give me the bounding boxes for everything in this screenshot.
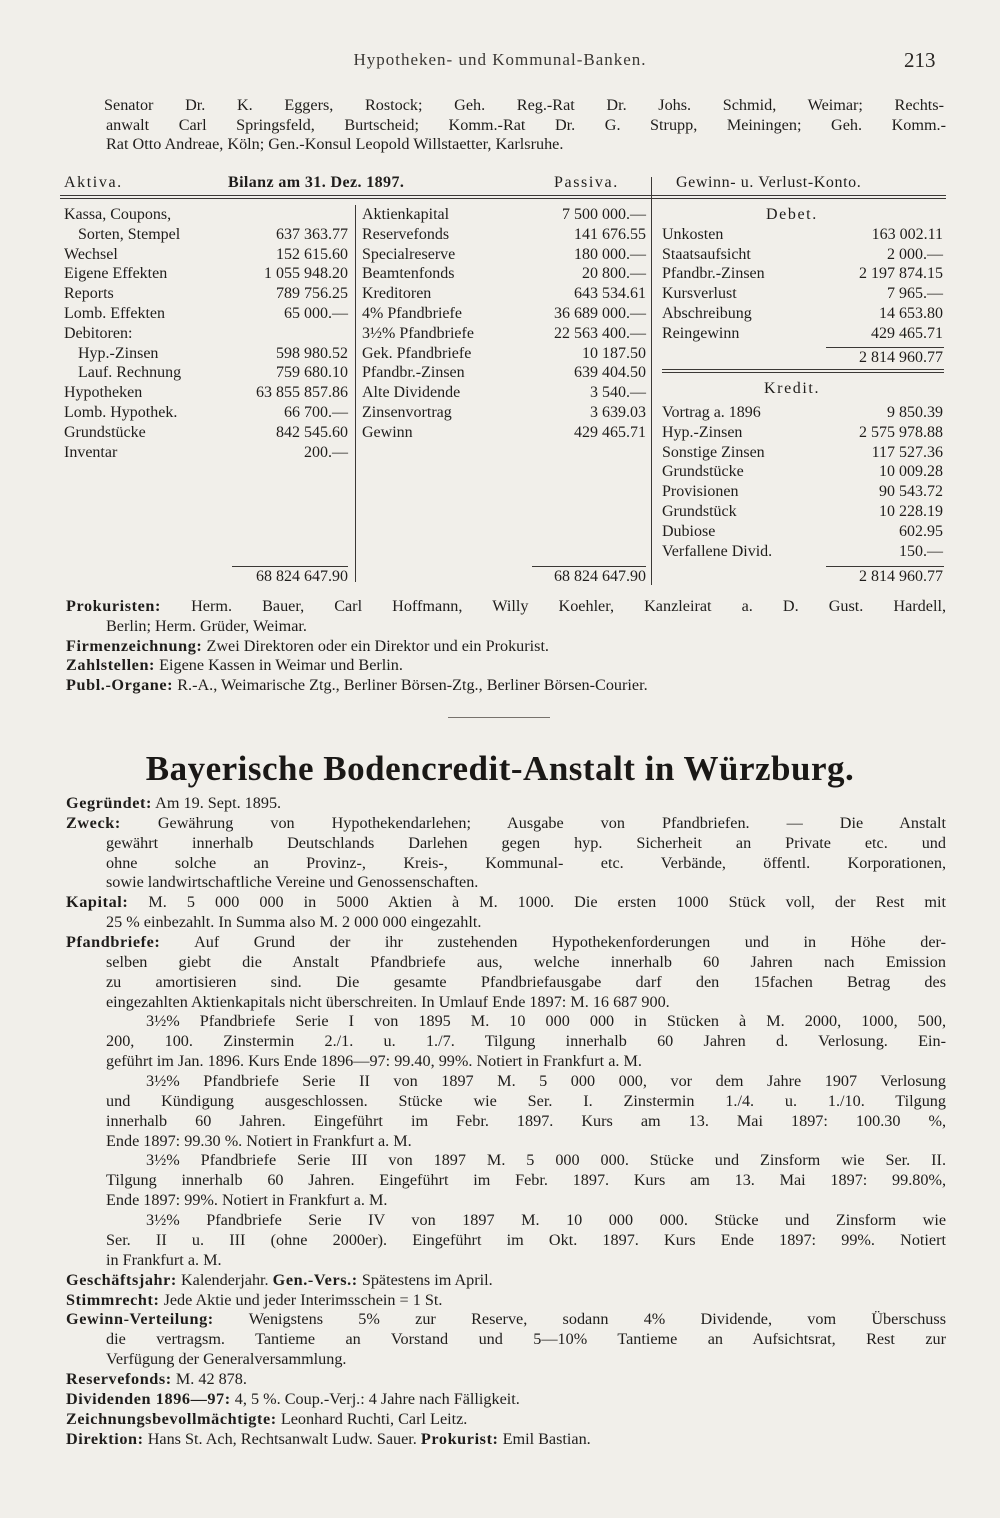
text-line: Rat Otto Andreae, Köln; Gen.-Konsul Leopold Willstaetter, Karlsruhe.	[106, 135, 564, 154]
field-text: 3½% Pfandbriefe Serie IV von 1897 M. 10 000 000. Stücke und Zinsform wie	[146, 1211, 946, 1230]
debet-item-name: Kursverlust	[662, 285, 737, 303]
field-text: Am 19. Sept. 1895.	[152, 794, 282, 812]
section-divider	[448, 717, 550, 718]
text-line	[106, 1092, 946, 1112]
running-title: Hypotheken- und Kommunal-Banken.	[353, 50, 647, 69]
passiva-item-value: 7 500 000.—	[562, 206, 646, 223]
field-text: Ende 1897: 99.30 %. Notiert in Frankfurt a. M.	[106, 1131, 412, 1150]
rule-line	[60, 195, 946, 196]
field-label: Prokurist:	[420, 1429, 499, 1448]
field-label: Firmenzeichnung:	[66, 636, 203, 655]
kredit-item-value: 150.—	[899, 542, 943, 560]
field-text: Emil Bastian.	[498, 1429, 591, 1448]
passiva-item-value: 141 676.55	[574, 225, 646, 243]
field-text: R.-A., Weimarische Ztg., Berliner Börsen-Ztg., Berliner Börsen-Courier.	[173, 676, 648, 695]
kredit-item-name: Dubiose	[662, 522, 716, 540]
field-text: Jede Aktie und jeder Interimsschein = 1 St.	[159, 1290, 443, 1309]
aktiva-item-value: 63 855 857.86	[256, 384, 348, 402]
field-label: Gewinn-Verteilung:	[66, 1310, 214, 1329]
kredit-label: Kredit.	[764, 380, 821, 397]
debet-item-name: Staatsaufsicht	[662, 245, 751, 263]
text-line	[146, 1072, 946, 1092]
field-label: Prokuristen:	[66, 597, 162, 615]
passiva-item-name: Gewinn	[362, 423, 413, 441]
text-line	[146, 1211, 946, 1231]
field-text: Zwei Direktoren oder ein Direktor und ein Prokurist.	[202, 636, 549, 655]
text-line	[106, 1052, 642, 1072]
field-label: Direktion:	[66, 1429, 144, 1448]
text-line	[66, 933, 946, 953]
field-label: Zeichnungsbevollmächtigte:	[66, 1409, 277, 1428]
field-text: gewährt innerhalb Deutschlands Darlehen gegen hyp. Sicherheit an Private etc. und	[106, 833, 946, 852]
passiva-label: Passiva.	[554, 174, 619, 191]
text-line	[66, 597, 946, 617]
page-number: 213	[904, 48, 936, 72]
debet-item-name: Reingewinn	[662, 324, 740, 342]
text-line	[146, 1012, 946, 1032]
field-text: 3½% Pfandbriefe Serie II von 1897 M. 5 000 000, vor dem Jahre 1907 Verlosung	[146, 1072, 946, 1091]
field-label: Zweck:	[66, 813, 121, 832]
aktiva-item-value: 65 000.—	[284, 305, 348, 322]
text-line	[66, 794, 281, 814]
passiva-item-value: 429 465.71	[574, 423, 646, 441]
text-line	[106, 973, 946, 993]
aktiva-item-value: 598 980.52	[276, 344, 348, 362]
text-line	[106, 1112, 946, 1132]
debet-item-value: 7 965.—	[887, 285, 943, 303]
field-text: innerhalb 60 Jahren. Eingeführt im Febr. 1897. Kurs am 13. Mai 1897: 100.30 %,	[106, 1111, 946, 1130]
kredit-item-name: Grundstücke	[662, 463, 744, 481]
aktiva-item-value: 66 700.—	[284, 404, 348, 421]
aktiva-item-value: 789 756.25	[276, 285, 348, 303]
aktiva-item-name: Debitoren:	[64, 324, 133, 342]
passiva-item-value: 643 534.61	[574, 285, 646, 303]
field-text: eingezahlten Aktienkapitals nicht überschreiten. In Umlauf Ende 1897: M. 16 687 900.	[106, 992, 670, 1011]
text-line	[66, 637, 549, 657]
aktiva-item-name: Lauf. Rechnung	[78, 364, 182, 382]
kredit-item-name: Provisionen	[662, 483, 739, 501]
text-line	[106, 854, 946, 874]
text-line	[106, 993, 670, 1013]
text-line	[106, 1132, 412, 1152]
field-text: Ende 1897: 99%. Notiert in Frankfurt a. M.	[106, 1191, 388, 1210]
aktiva-item-name: Hyp.-Zinsen	[78, 344, 159, 362]
field-text: 3½% Pfandbriefe Serie I von 1895 M. 10 000 000 in Stücken à M. 2000, 1000, 500,	[146, 1012, 946, 1031]
text-line	[106, 1171, 946, 1191]
aktiva-item-value: 759 680.10	[276, 364, 348, 382]
text-line	[106, 1251, 222, 1271]
text-line	[66, 1271, 493, 1291]
text-line	[66, 893, 946, 913]
field-text: Hans St. Ach, Rechtsanwalt Ludw. Sauer.	[143, 1429, 421, 1448]
kredit-item-value: 10 228.19	[879, 503, 943, 520]
passiva-item-value: 10 187.50	[582, 344, 646, 362]
field-text: Kalenderjahr.	[176, 1270, 273, 1289]
field-text: Leonhard Ruchti, Carl Leitz.	[276, 1409, 468, 1428]
field-text: Verfügung der Generalversammlung.	[106, 1350, 347, 1369]
field-text: Ser. II u. III (ohne 2000er). Eingeführt im Okt. 1897. Kurs Ende 1897: 99%. Notiert	[106, 1230, 946, 1249]
aktiva-item-name: Wechsel	[64, 245, 118, 263]
passiva-item-value: 36 689 000.—	[554, 305, 646, 322]
passiva-item-name: Zinsenvortrag	[362, 404, 452, 421]
aktiva-item-name: Reports	[64, 285, 114, 303]
text-line	[146, 1151, 946, 1171]
field-label: Publ.-Organe:	[66, 676, 174, 695]
aktiva-total: 68 824 647.90	[256, 568, 348, 585]
aktiva-item-value: 152 615.60	[276, 245, 348, 263]
text-line	[106, 1191, 387, 1211]
kredit-item-name: Sonstige Zinsen	[662, 443, 765, 461]
field-text: Herm. Bauer, Carl Hoffmann, Willy Koehler, Kanzleirat a. D. Gust. Hardell,	[161, 597, 946, 615]
field-text: geführt im Jan. 1896. Kurs Ende 1896—97: 99.40, 99%. Notiert in Frankfurt a. M.	[106, 1052, 642, 1071]
field-text: die vertragsm. Tantieme an Vorstand und 5—10% Tantieme an Aufsichtsrat, Rest zur	[106, 1330, 946, 1349]
aktiva-item-name: Grundstücke	[64, 423, 146, 441]
kredit-total: 2 814 960.77	[859, 568, 943, 585]
passiva-item-value: 22 563 400.—	[554, 324, 646, 342]
field-text: Spätestens im April.	[357, 1270, 493, 1289]
aktiva-item-name: Kassa, Coupons,	[64, 206, 172, 223]
debet-item-name: Unkosten	[662, 225, 724, 243]
field-text: in Frankfurt a. M.	[106, 1250, 222, 1269]
field-label: Pfandbriefe:	[66, 933, 161, 952]
text-line	[66, 1291, 442, 1311]
debet-item-value: 14 653.80	[879, 305, 943, 322]
text-line: Senator Dr. K. Eggers, Rostock; Geh. Reg.-Rat Dr. Johs. Schmid, Weimar; Rechts-	[104, 96, 944, 114]
debet-item-value: 163 002.11	[871, 225, 943, 243]
passiva-item-name: Kreditoren	[362, 285, 432, 303]
field-text: ohne solche an Provinz-, Kreis-, Kommunal- etc. Verbände, öffentl. Korporationen,	[106, 853, 946, 872]
text-line	[106, 913, 481, 933]
kredit-item-value: 10 009.28	[879, 463, 943, 481]
field-text: Berlin; Herm. Grüder, Weimar.	[106, 616, 307, 635]
passiva-item-name: Specialreserve	[362, 245, 456, 263]
passiva-item-name: Pfandbr.-Zinsen	[362, 364, 465, 382]
text-line	[66, 656, 403, 676]
aktiva-item-value: 637 363.77	[276, 225, 348, 243]
passiva-total: 68 824 647.90	[554, 568, 646, 585]
text-line	[66, 1310, 946, 1330]
field-text: Wenigstens 5% zur Reserve, sodann 4% Dividende, vom Überschuss	[213, 1310, 946, 1329]
text-line	[106, 1350, 346, 1370]
gv-title: Gewinn- u. Verlust-Konto.	[676, 174, 862, 191]
text-line	[66, 1410, 467, 1430]
text-line	[106, 617, 307, 637]
aktiva-label: Aktiva.	[64, 174, 123, 191]
passiva-item-name: Alte Dividende	[362, 384, 461, 402]
field-text: 25 % einbezahlt. In Summa also M. 2 000 000 eingezahlt.	[106, 913, 482, 932]
text-line	[106, 834, 946, 854]
text-line	[66, 1390, 520, 1410]
aktiva-item-name: Lomb. Hypothek.	[64, 404, 178, 421]
rule-line	[60, 198, 946, 199]
passiva-item-value: 3 540.—	[590, 384, 646, 402]
debet-item-value: 429 465.71	[871, 324, 943, 342]
kredit-item-value: 9 850.39	[887, 404, 943, 421]
field-text: M. 5 000 000 in 5000 Aktien à M. 1000. Die ersten 1000 Stück voll, der Rest mit	[128, 893, 946, 912]
aktiva-item-name: Eigene Effekten	[64, 265, 168, 283]
field-text: sowie landwirtschaftliche Vereine und Genossenschaften.	[106, 873, 479, 892]
aktiva-item-name: Lomb. Effekten	[64, 305, 166, 322]
aktiva-item-name: Sorten, Stempel	[78, 225, 181, 243]
field-label: Gen.-Vers.:	[272, 1270, 358, 1289]
passiva-item-name: Beamtenfonds	[362, 265, 455, 283]
debet-label: Debet.	[766, 206, 818, 223]
passiva-item-name: 4% Pfandbriefe	[362, 305, 462, 322]
field-text: 3½% Pfandbriefe Serie III von 1897 M. 5 000 000. Stücke und Zinsform wie Ser. II.	[146, 1151, 946, 1170]
section-title: Bayerische Bodencredit-Anstalt in Würzburg.	[145, 749, 855, 788]
passiva-item-name: Gek. Pfandbriefe	[362, 344, 472, 362]
kredit-item-name: Hyp.-Zinsen	[662, 423, 743, 441]
text-line	[106, 1032, 946, 1052]
rule-line	[355, 205, 356, 582]
rule-line	[662, 369, 944, 370]
field-text: Gewährung von Hypothekendarlehen; Ausgabe von Pfandbriefen. — Die Anstalt	[120, 813, 946, 832]
debet-item-value: 2 000.—	[887, 245, 943, 263]
kredit-item-value: 2 575 978.88	[859, 423, 943, 441]
kredit-item-name: Grundstück	[662, 503, 737, 520]
passiva-item-name: 3½% Pfandbriefe	[362, 324, 474, 342]
field-label: Zahlstellen:	[66, 656, 156, 675]
field-text: Auf Grund der ihr zustehenden Hypothekenforderungen und in Höhe der-	[160, 933, 946, 952]
kredit-item-value: 90 543.72	[879, 483, 943, 501]
field-label: Reservefonds:	[66, 1369, 172, 1388]
aktiva-item-value: 842 545.60	[276, 423, 348, 441]
text-line	[66, 1430, 591, 1450]
aktiva-item-value: 1 055 948.20	[264, 265, 348, 283]
aktiva-item-name: Hypotheken	[64, 384, 143, 402]
kredit-item-name: Vortrag a. 1896	[662, 404, 761, 421]
aktiva-item-value: 200.—	[304, 443, 348, 461]
field-label: Geschäftsjahr:	[66, 1270, 177, 1289]
debet-item-value: 2 197 874.15	[859, 265, 943, 283]
kredit-item-value: 602.95	[899, 522, 943, 540]
passiva-item-value: 3 639.03	[590, 404, 646, 421]
text-line	[106, 1330, 946, 1350]
field-text: M. 42 878.	[171, 1369, 247, 1388]
field-text: 4, 5 %. Coup.-Verj.: 4 Jahre nach Fälligkeit.	[230, 1389, 520, 1408]
text-line	[66, 1370, 247, 1390]
kredit-item-name: Verfallene Divid.	[662, 542, 773, 560]
text-line	[106, 1231, 946, 1251]
text-line: anwalt Carl Springsfeld, Burtscheid; Komm.-Rat Dr. G. Strupp, Meiningen; Geh. Komm.-	[106, 115, 946, 134]
text-line	[66, 814, 946, 834]
field-text: 200, 100. Zinstermin 2./1. u. 1./7. Tilgung innerhalb 60 Jahren d. Verlosung. Ein-	[106, 1032, 946, 1051]
debet-item-name: Abschreibung	[662, 305, 752, 322]
passiva-item-value: 20 800.—	[582, 265, 646, 283]
field-label: Dividenden 1896—97:	[66, 1389, 231, 1408]
rule-line	[662, 372, 944, 373]
rule-line	[651, 177, 652, 585]
aktiva-item-name: Inventar	[64, 443, 118, 461]
passiva-item-value: 639 404.50	[574, 364, 646, 382]
field-text: zu amortisieren sind. Die gesamte Pfandbriefausgabe darf den 15fachen Betrag des	[106, 972, 946, 991]
kredit-item-value: 117 527.36	[871, 443, 943, 461]
text-line	[106, 953, 946, 973]
field-label: Kapital:	[66, 893, 129, 912]
text-line	[66, 676, 648, 696]
field-text: selben giebt die Anstalt Pfandbriefe aus, welche innerhalb 60 Jahren nach Emission	[106, 952, 946, 971]
passiva-item-value: 180 000.—	[574, 245, 646, 263]
field-label: Stimmrecht:	[66, 1290, 160, 1309]
debet-total: 2 814 960.77	[859, 349, 943, 366]
field-label: Gegründet:	[66, 794, 153, 812]
passiva-item-name: Aktienkapital	[362, 206, 450, 223]
field-text: und Kündigung ausgeschlossen. Stücke wie Ser. I. Zinstermin 1./4. u. 1./10. Tilgung	[106, 1091, 946, 1110]
debet-item-name: Pfandbr.-Zinsen	[662, 265, 765, 283]
balance-title: Bilanz am 31. Dez. 1897.	[228, 174, 405, 191]
passiva-item-name: Reservefonds	[362, 225, 450, 243]
field-text: Eigene Kassen in Weimar und Berlin.	[155, 656, 403, 675]
text-line	[106, 873, 478, 893]
field-text: Tilgung innerhalb 60 Jahren. Eingeführt im Febr. 1897. Kurs am 13. Mai 1897: 99.80%,	[106, 1171, 946, 1190]
